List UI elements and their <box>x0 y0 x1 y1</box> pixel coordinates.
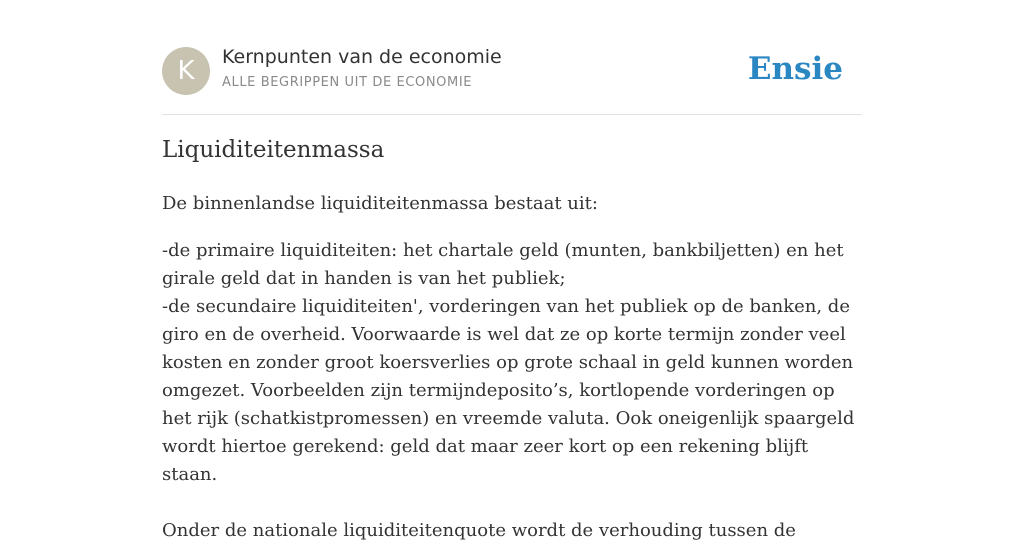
header <box>162 46 862 115</box>
book-avatar[interactable]: K <box>162 47 210 95</box>
entry-content <box>162 190 862 545</box>
book-title-link[interactable]: Kernpunten van de economie <box>222 46 502 68</box>
book-subtitle: ALLE BEGRIPPEN UIT DE ECONOMIE <box>222 75 473 90</box>
entry-intro: De binnenlandse liquiditeitenmassa bestaat uit: <box>162 193 598 214</box>
entry-body: -de primaire liquiditeiten: het chartale geld (munten, bankbiljetten) en het girale geld dat in handen is van het publiek; -de secundaire liquiditeiten', vorderingen van het publiek op de banken, de giro en de overheid. Voorwaarde is wel dat ze op korte termijn zonder veel kosten en zonder groot koersverlies op grote schaal in geld kunnen worden omgezet. Voorbeelden zijn termijndeposito’s, kortlopende vorderingen op het rijk (schatkistpromessen) en vreemde valuta. Ook oneigenlijk spaargeld wordt hiertoe gerekend: geld dat maar zeer kort op een rekening blijft staan. Onder de nationale liquiditeitenquote wordt de verhouding tussen de <box>162 240 855 541</box>
page <box>162 0 862 541</box>
entry-title: Liquiditeitenmassa <box>162 137 385 163</box>
ensie-logo-link[interactable]: Ensie <box>747 51 843 87</box>
